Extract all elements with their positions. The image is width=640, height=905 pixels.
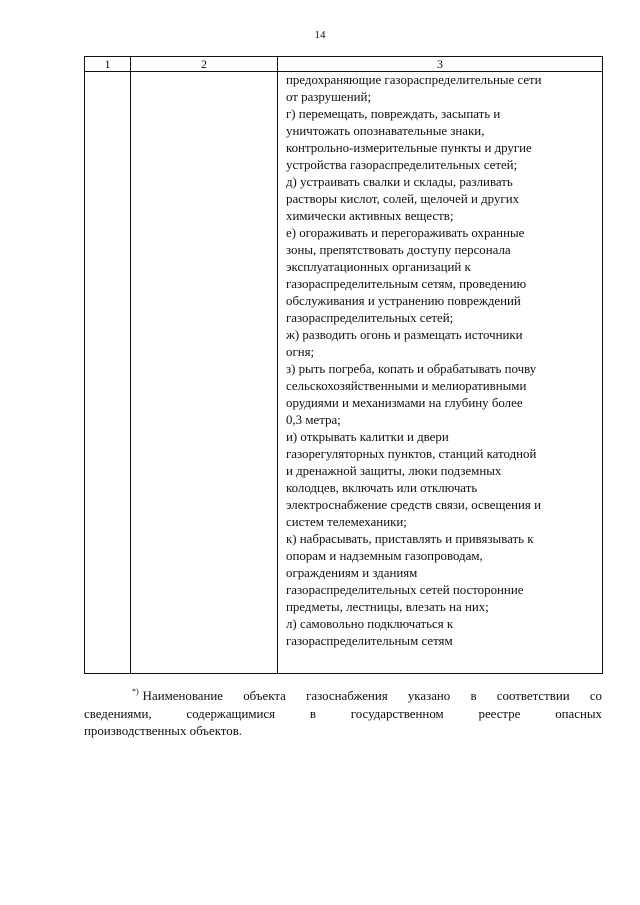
text-line: колодцев, включать или отключать (286, 481, 478, 495)
text-line: г) перемещать, повреждать, засыпать и (286, 107, 501, 121)
column-header-3: 3 (278, 57, 603, 72)
text-line: систем телемеханики; (286, 515, 407, 529)
text-line: контрольно-измерительные пункты и другие (286, 141, 532, 155)
text-line: газораспределительным сетям, проведению (286, 277, 527, 291)
text-line: огня; (286, 345, 315, 359)
text-line: и) открывать калитки и двери (286, 430, 449, 444)
text-line: газораспределительным сетям (286, 634, 453, 648)
text-line: химически активных веществ; (286, 209, 454, 223)
column-header-1: 1 (85, 57, 131, 72)
text-line: зоны, препятствовать доступу персонала (286, 243, 511, 257)
footnote-marker: *) (132, 687, 139, 696)
footnote-line: сведениями, содержащимися в государственном реестре опасных (84, 706, 602, 721)
requirements-table (84, 56, 603, 674)
page-number: 14 (314, 29, 326, 41)
footnote (84, 683, 602, 741)
table-cell-column-3 (278, 72, 603, 674)
text-line: эксплуатационных организаций к (286, 260, 471, 274)
text-line: предметы, лестницы, влезать на них; (286, 600, 489, 614)
text-line: л) самовольно подключаться к (286, 617, 454, 631)
text-line: з) рыть погреба, копать и обрабатывать почву (286, 362, 537, 376)
text-line: от разрушений; (286, 90, 372, 104)
text-line: ж) разводить огонь и размещать источники (286, 328, 523, 342)
text-line: ограждениям и зданиям (286, 566, 418, 580)
footnote-line (84, 683, 602, 706)
text-line: газорегуляторных пунктов, станций катодной (286, 447, 537, 461)
text-line: устройства газораспределительных сетей; (286, 158, 518, 172)
footnote-line: производственных объектов. (84, 724, 243, 738)
text-line: д) устраивать свалки и склады, разливать (286, 175, 513, 189)
table-header-row (85, 57, 603, 72)
footnote-text: Наименование объекта газоснабжения указано в соответствии со (142, 689, 602, 703)
text-line: к) набрасывать, приставлять и привязывать к (286, 532, 534, 546)
text-line: и дренажной защиты, люки подземных (286, 464, 502, 478)
table-cell-column-2 (131, 72, 278, 674)
text-line: опорам и надземным газопроводам, (286, 549, 483, 563)
text-line: е) огораживать и перегораживать охранные (286, 226, 525, 240)
column-header-2: 2 (131, 57, 278, 72)
text-line: предохраняющие газораспределительные сети (286, 73, 542, 87)
text-line: электроснабжение средств связи, освещения и (286, 498, 541, 512)
text-line: сельскохозяйственными и мелиоративными (286, 379, 527, 393)
table-cell-column-1 (85, 72, 131, 674)
text-line: газораспределительных сетей посторонние (286, 583, 524, 597)
text-line: газораспределительных сетей; (286, 311, 454, 325)
text-line: обслуживания и устранению повреждений (286, 294, 521, 308)
text-line: орудиями и механизмами на глубину более (286, 396, 523, 410)
table-row (85, 72, 603, 674)
text-line: 0,3 метра; (286, 413, 341, 427)
text-line: уничтожать опознавательные знаки, (286, 124, 485, 138)
text-line: растворы кислот, солей, щелочей и других (286, 192, 520, 206)
